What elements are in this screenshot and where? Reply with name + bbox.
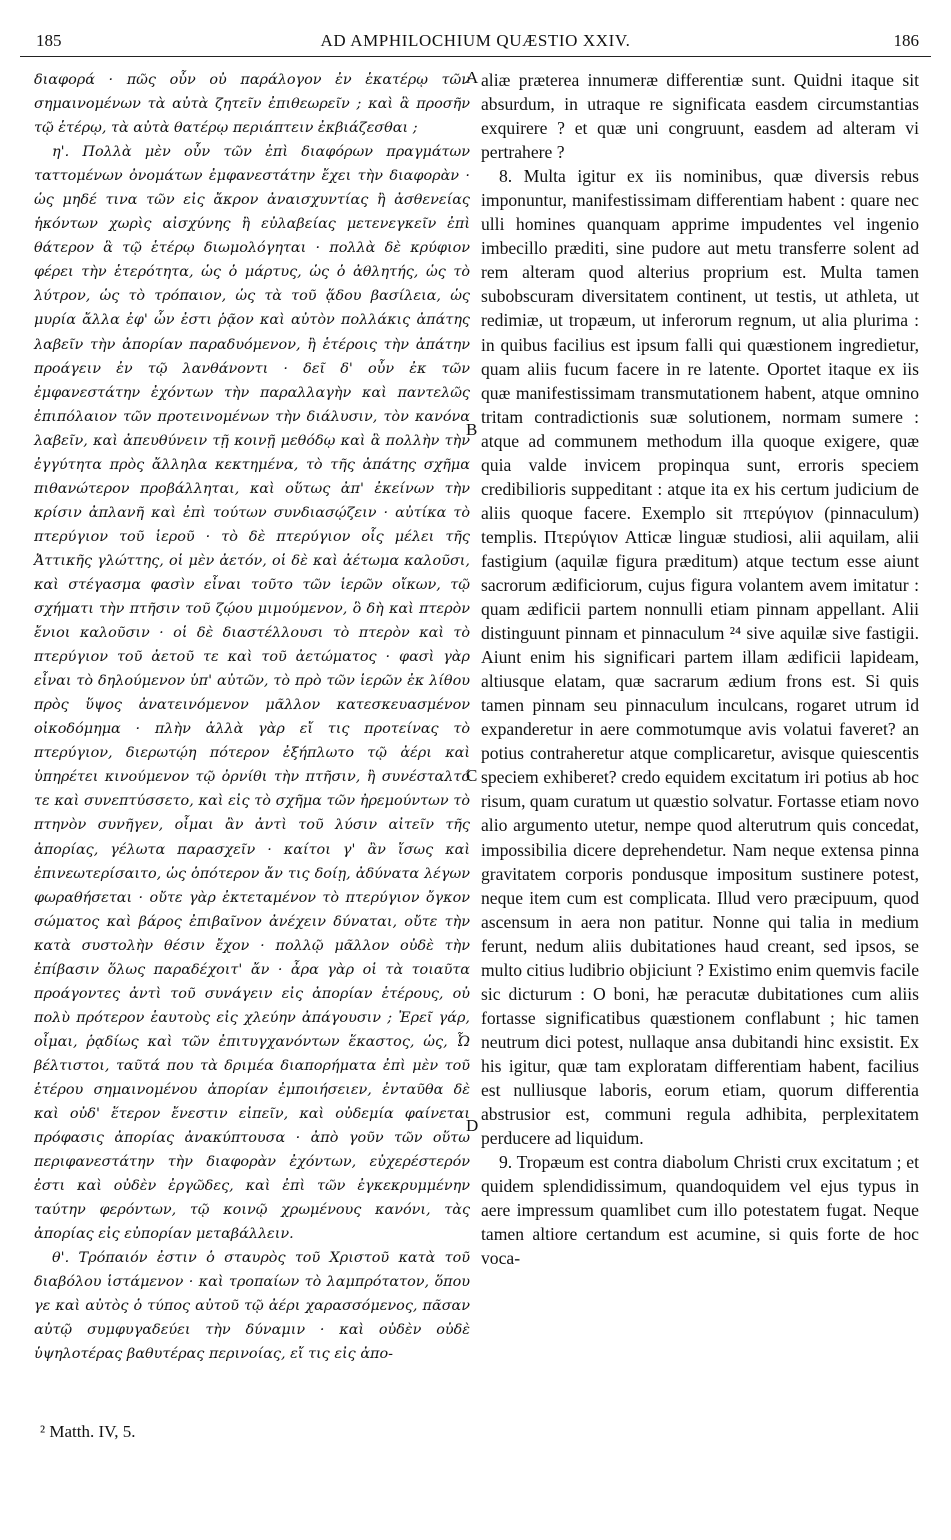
running-title: AD AMPHILOCHIUM QUÆSTIO XXIV. <box>320 31 631 50</box>
margin-marker-c: C <box>466 766 478 785</box>
running-header <box>20 30 931 57</box>
margin-marker-a: A <box>466 68 479 87</box>
margin-marker-d: D <box>466 1116 479 1135</box>
greek-paragraph-1: διαφορά · πῶς οὖν οὐ παράλογον ἐν ἑκατέρῳ τῶν σημαινομένων τὰ αὐτὰ ζητεῖν ἐπιθεωρεῖν ; καὶ ἃ προσῆν τῷ ἑτέρῳ, τὰ αὐτὰ θατέρῳ περιάπτειν ἐκβιάζεσθαι ; <box>34 72 470 137</box>
latin-paragraph-3: 9. Tropæum est contra diabolum Christi crux excitatum ; et quidem splendidissimum, quandoquidem vel ejus typus in aere impressum quamlibet cum illo potestatem fugat. Neque tamen altiore certandum est acumine, si quis forte de hoc voca- <box>481 1152 919 1269</box>
latin-column <box>481 68 919 1270</box>
page-number-right: 186 <box>893 31 919 50</box>
greek-column <box>34 68 470 1367</box>
greek-paragraph-2: η'. Πολλὰ μὲν οὖν τῶν ἐπὶ διαφόρων πραγμάτων ταττομένων ὀνομάτων ἐμφανεστάτην ἔχει τὴν διαφορὰν · ὡς μηδέ τινα τῶν εἰς ἄκρον ἀναισχυντίας ἢ ἀσθενείας ἡκόντων χωρὶς αἰσχύνης ἢ εὐλαβείας μετενεγκεῖν ἐπὶ θάτερον ἃ τῷ ἑτέρῳ διωμολόγηται · πολλὰ δὲ κρύφιον φέρει τὴν ἑτερότητα, ὡς ὁ μάρτυς, ὡς ὁ ἀθλητής, ὡς τὸ λύτρον, ὡς τὸ τρόπαιον, ὡς τὰ τοῦ ᾅδου βασίλεια, ὡς μυρία ἄλλα ἐφ' ὧν ἐστι ῥᾷον καὶ αὐτὸν πολλάκις ἀπάτης λαβεῖν τὴν ἀπορίαν παραδυόμενον, ἢ ἑτέροις τὴν ἀπάτην προάγειν ἐν τῷ λανθάνοντι · δεῖ δ' οὖν ἐκ τῶν ἐμφανεστάτην ἐχόντων τὴν παραλλαγὴν καὶ παντελῶς ἐπιπόλαιον τῶν προτεινομένων τὴν διάλυσιν, τὸν κανόνα λαβεῖν, καὶ ἀπευθύνειν τῇ κοινῇ μεθόδῳ καὶ ἃ πολλὴν τὴν ἐγγύτητα πρὸς ἄλληλα κεκτημένα, τὸ τῆς ἀπάτης σχῆμα πιθανώτερον προβάλληται, καὶ οὕτως ἀπ' ἐκείνων τὴν κρίσιν ἀπλανῆ καὶ ἐπὶ τούτων συνδιασῴζειν · αὐτίκα τὸ πτερύγιον τοῦ ἱεροῦ · τὸ δὲ πτερύγιον οἷς μέλει τῆς Ἀττικῆς γλώττης, οἱ μὲν ἀετόν, οἱ δὲ καὶ ἀέτωμα καλοῦσι, καὶ στέγασμα φασὶν εἶναι τοῦτο τῶν ἱερῶν οἴκων, τῷ σχήματι τὴν πτῆσιν τοῦ ζῴου μιμούμενον, ὃ δὴ καὶ πτερὸν ἔνιοι καλοῦσιν · οἱ δὲ διαστέλλουσι τὸ πτερὸν καὶ τὸ πτερύγιον τοῦ ἀετοῦ τε καὶ τοῦ ἀετώματος · φασὶ γὰρ εἶναι τὸ δηλούμενον ὑπ' αὐτῶν, τὸ πρὸ τῶν ἱερῶν ἐκ λίθου πρὸς ὕψος ἀνατεινόμενον μᾶλλον κατεσκευασμένον οἰκοδόμημα · πλὴν ἀλλὰ γὰρ εἴ τις προτείνας τὸ πτερύγιον, διερωτῴη πότερον ἐξήπλωτο τῷ ἀέρι καὶ ὑπηρέτει κινούμενον τῷ ὀρνίθι τὴν πτῆσιν, ἢ συνέσταλτό τε καὶ συνεπτύσσετο, καὶ εἰς τὸ σχῆμα τῶν ἠρεμούντων τὸ πτηνὸν συνῆγεν, οἶμαι ἂν ἀντὶ τοῦ λύσιν αἰτεῖν τῆς ἀπορίας, γέλωτα παρασχεῖν · καίτοι γ' ἂν ἴσως καὶ ἐπινεωτερίσαιτο, ὡς ὁπότερον ἄν τις δοίῃ, ἀδύνατα λέγων φωραθήσεται · οὔτε γὰρ ἐκτεταμένον τὸ πτερύγιον ὄγκον σώματος καὶ βάρος ἐπιβαῖνον ἀνέχειν δύναται, οὔτε τὴν κατὰ συστολὴν θέσιν ἔχον · πολλῷ μᾶλλον οὐδὲ τὴν ἐπίβασιν ὅλως παραδέχοιτ' ἄν · ἆρα γὰρ οἱ τὰ τοιαῦτα προάγοντες ἀντὶ τοῦ συνάγειν εἰς ἀπορίαν ἑτέρους, οὐ πολὺ πρότερον ἑαυτοὺς εἰς χλεύην ἀπάγουσιν ; Ἐρεῖ γάρ, οἶμαι, ῥᾳδίως καὶ τῶν ἐπιτυγχανόντων ἕκαστος, ὡς, Ὦ βέλτιστοι, ταῦτά που τὰ δριμέα διαπορήματα ἐπὶ μὲν τοῦ ἑτέρου σημαινομένου ἀπορίαν ἐμποιήσειεν, ἐνταῦθα δὲ καὶ οὐδ' ἕτερον ἔνεστιν εἰπεῖν, καὶ οὐδεμία φαίνεται πρόφασις ἀπορίας ἀνακύπτουσα · ἀπὸ γοῦν τῶν οὕτω περιφανεστάτην τὴν διαφορὰν ἐχόντων, εὐχερέστερόν ἐστι καὶ οὐδὲν ἐργῶδες, καὶ ἐπὶ τῶν ἐγκεκρυμμένην ταύτην φερόντων, τῷ κοινῷ χρωμένους κανόνι, τὰς ἀπορίας εἰς εὐπορίαν μεταβάλλειν. <box>34 144 470 1243</box>
latin-paragraph-2: 8. Multa igitur ex iis nominibus, quæ diversis rebus imponuntur, manifestissimam differentiam habent : quare nec ulli homines quanquam apprime impudentes vel ingenio imbecillo præditi, sine pudore aut metu transferre solent ad rem alteram quod alterius proprium est. Multa tamen subobscuram diversitatem continent, ut testis, ut athleta, ut redimiæ, ut tropæum, ut inferorum regnum, ut alia plurima : in quibus facilius est ipsum falli qui quæstionem ingredietur, quam aliis fucum facere in re latente. Oportet itaque ex iis quæ manifestissimam transmutationem habent, atque omnino tritam contradictionis suæ solutionem, normam sumere : atque ad communem methodum illa quoque exigere, quæ quia valde invicem propinqua sunt, erroris speciem credibilioris suppeditant : atque ita ex his certum judicium de aliis quoque facere. Exemplo sit πτερύγιον (pinnaculum) templis. Πτερύγιον Atticæ linguæ studiosi, alii aquilam, alii fastigium (aquilæ figura præditum) atque tectum esse aiunt sacrorum ædificiorum, cujus figura volantem avem imitatur : quam ædificii partem nonnulli etiam pinnam appellant. Alii distinguunt pinnam et pinnaculum ²⁴ sive aquilæ sive fastigii. Aiunt enim his significari partem illam ædificii lapideam, altiusque elatam, quæ sacrarum ædium frons est. Si quis tamen pinnam seu pinnaculum inculcans, rogaret utrum id expanderetur in aere commotumque avis volatui faveret? an potius contraheretur atque complicaretur, avisque quiescentis speciem exhiberet? credo equidem excitatum iri potius ab hoc risum, quam curatum ut quæstio solvatur. Fortasse etiam novo alio argumento utetur, nempe quod alterutrum quis concedat, impossibilia dicere deprehendetur. Nam neque extensa pinna gravitatem corporis pondusque impositum sustinere potest, neque item cum est complicata. Illud vero præcipuum, quod ascensum in aera non patitur. Nonne qui talia in medium ferunt, nedum aliis dubitationes haud creant, sed ipsos, se multo citius ludibrio objiciunt ? Existimo enim quemvis facile sic dicturum : O boni, hæ peracutæ dubitationes cum aliis fortasse significatibus quæstionem conflabunt ; hic tamen neutrum dici potest, nullaque ansa dubitandi hinc exsistit. Ex his igitur, quæ tam exploratam differentiam habent, facilius est nulliusque laboris, eorum etiam, quorum differentia abstrusior est, communi regula adhibita, perplexitatem perducere ad liquidum. <box>481 166 919 1149</box>
greek-paragraph-3: θ'. Τρόπαιόν ἐστιν ὁ σταυρὸς τοῦ Χριστοῦ κατὰ τοῦ διαβόλου ἱστάμενον · καὶ τροπαίων τὸ λαμπρότατον, ὅπου γε καὶ αὐτὸς ὁ τύπος αὐτοῦ τῷ ἀέρι χαρασσόμενος, πᾶσαν αὐτῷ συμφυγαδεύει τὴν δύναμιν · καὶ οὐδὲν οὐδὲ ὑψηλοτέρας βαθυτέρας περινοίας, εἴ τις εἰς ἀπο- <box>34 1250 470 1363</box>
margin-marker-b: B <box>466 420 478 439</box>
latin-paragraph-1: aliæ præterea innumeræ differentiæ sunt. Quidni itaque sit absurdum, in utraque re significata easdem circumstantias exquirere ? et quæ uni congruunt, easdem ad alteram vi pertrahere ? <box>481 70 919 163</box>
page-number-left: 185 <box>36 31 62 50</box>
footnote: ² Matth. IV, 5. <box>40 1422 136 1441</box>
